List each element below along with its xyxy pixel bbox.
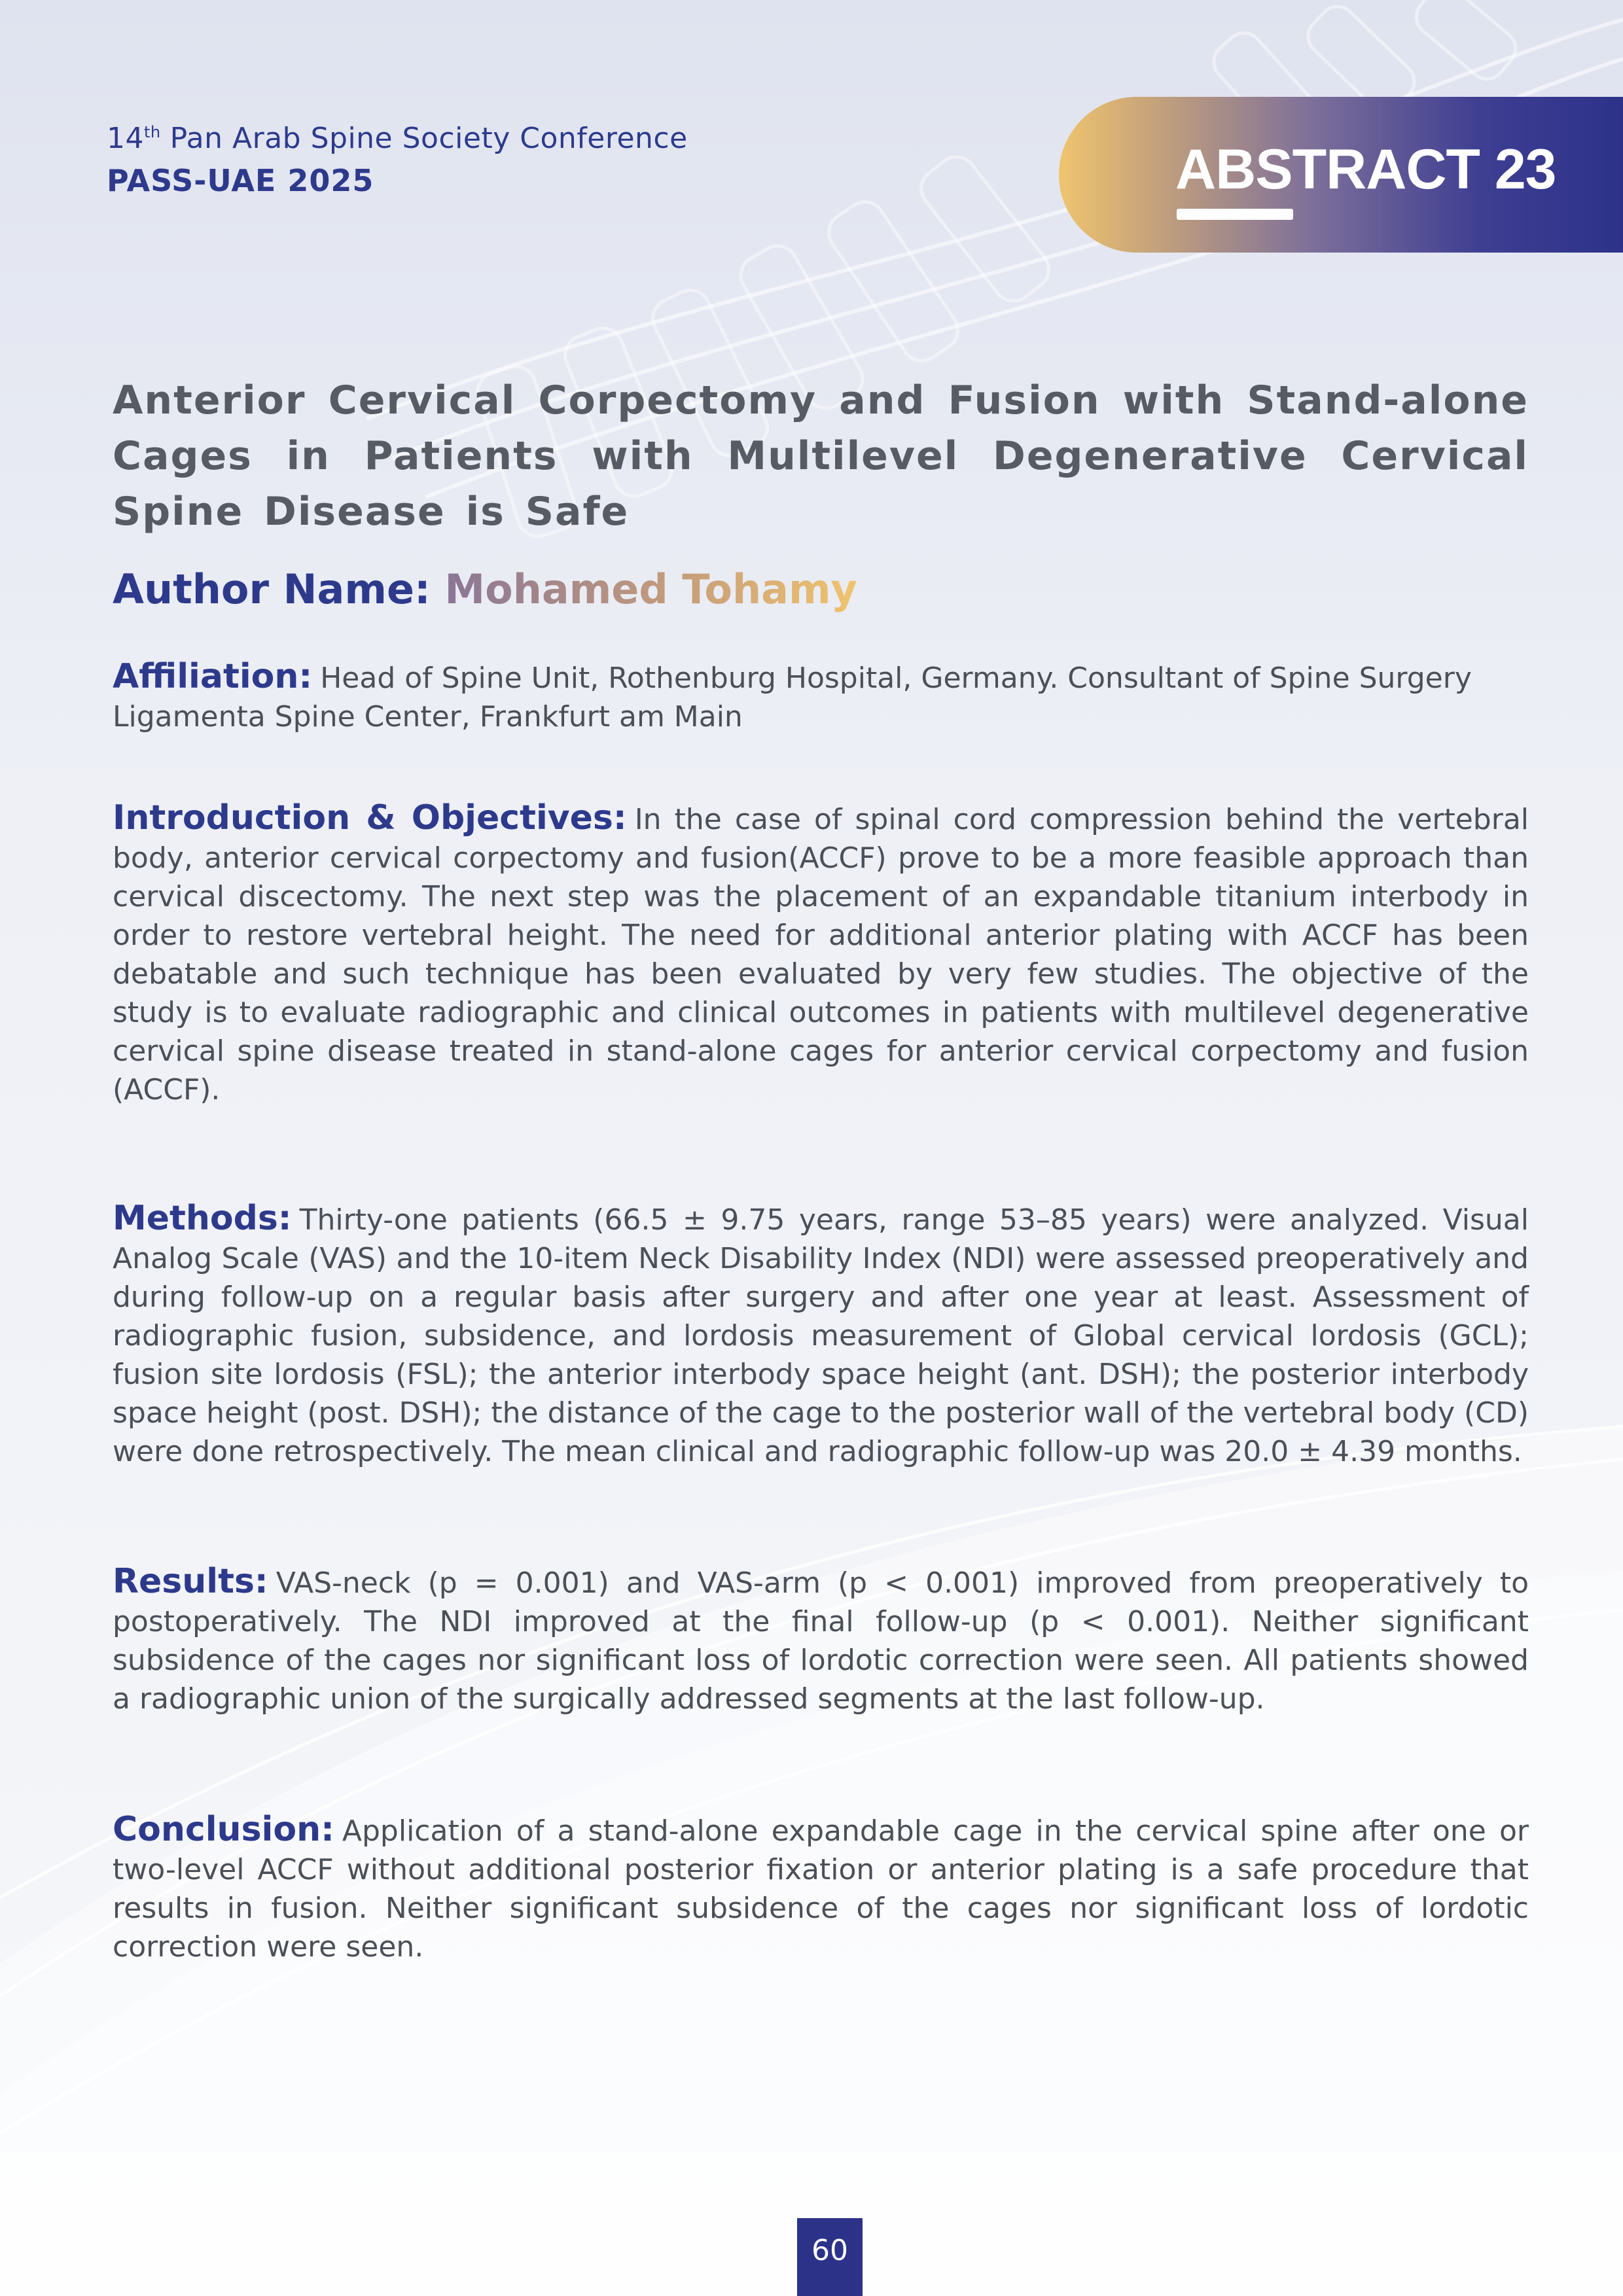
author-line	[113, 563, 1529, 616]
introduction-section	[113, 799, 1529, 1109]
affiliation-text: Head of Spine Unit, Rothenburg Hospital, Germany. Consultant of Spine Surgery Ligamenta Spine Center, Frankfurt am Main	[113, 662, 1472, 733]
results-heading: Results:	[113, 1562, 268, 1601]
conclusion-heading: Conclusion:	[113, 1810, 334, 1849]
abstract-content	[113, 373, 1529, 1966]
conference-number: 14	[107, 122, 144, 155]
abstract-badge-label: ABSTRACT 23	[1175, 138, 1556, 201]
author-name: Mohamed Tohamy	[444, 565, 857, 613]
conference-title	[107, 122, 688, 155]
page-number: 60	[797, 2218, 863, 2296]
methods-heading: Methods:	[113, 1199, 292, 1238]
conference-header	[107, 122, 688, 198]
affiliation-label: Affiliation:	[113, 657, 313, 696]
introduction-text: In the case of spinal cord compression behind the vertebral body, anterior cervical corpectomy and fusion(ACCF) prove to be a more feasible approach than cervical discectomy. The next step was the placement of an expandable titanium interbody in order to restore vertebral height. The need for additional anterior plating with ACCF has been debatable and such technique has been evaluated by very few studies. The objective of the study is to evaluate radiographic and clinical outcomes in patients with multilevel degenerative cervical spine disease treated in stand-alone cages for anterior cervical corpectomy and fusion (ACCF).	[113, 803, 1529, 1106]
conference-suffix: th	[144, 123, 161, 142]
methods-section	[113, 1199, 1529, 1471]
results-text: VAS-neck (p = 0.001) and VAS-arm (p < 0.001) improved from preoperatively to postoperatively. The NDI improved at the final follow-up (p < 0.001). Neither significant subsidence of the cages nor significant loss of lordotic correction were seen. All patients showed a radiographic union of the surgically addressed segments at the last follow-up.	[113, 1566, 1529, 1716]
abstract-badge	[1059, 97, 1623, 253]
event-code: PASS-UAE 2025	[107, 163, 374, 198]
author-label: Author Name:	[113, 565, 431, 613]
conclusion-section	[113, 1810, 1529, 1966]
conclusion-text: Application of a stand-alone expandable cage in the cervical spine after one or two-level ACCF without additional posterior fixation or anterior plating is a safe procedure that results in fusion. Neither significant subsidence of the cages nor significant loss of lordotic correction were seen.	[113, 1814, 1529, 1964]
badge-underline	[1177, 209, 1293, 220]
affiliation-block	[113, 658, 1529, 736]
conference-name: Pan Arab Spine Society Conference	[169, 122, 688, 155]
methods-text: Thirty-one patients (66.5 ± 9.75 years, range 53–85 years) were analyzed. Visual Analog Scale (VAS) and the 10-item Neck Disability Index (NDI) were assessed preoperatively and during follow-up on a regular basis after surgery and after one year at least. Assessment of radiographic fusion, subsidence, and lordosis measurement of Global cervical lordosis (GCL); fusion site lordosis (FSL); the anterior interbody space height (ant. DSH); the posterior interbody space height (post. DSH); the distance of the cage to the posterior wall of the vertebral body (CD) were done retrospectively. The mean clinical and radiographic follow-up was 20.0 ± 4.39 months.	[113, 1203, 1529, 1468]
results-section	[113, 1563, 1529, 1718]
abstract-title: Anterior Cervical Corpectomy and Fusion with Stand-alone Cages in Patients with Multilevel Degenerative Cervical Spine Disease is Safe	[113, 378, 1529, 535]
introduction-heading: Introduction & Objectives:	[113, 798, 627, 838]
